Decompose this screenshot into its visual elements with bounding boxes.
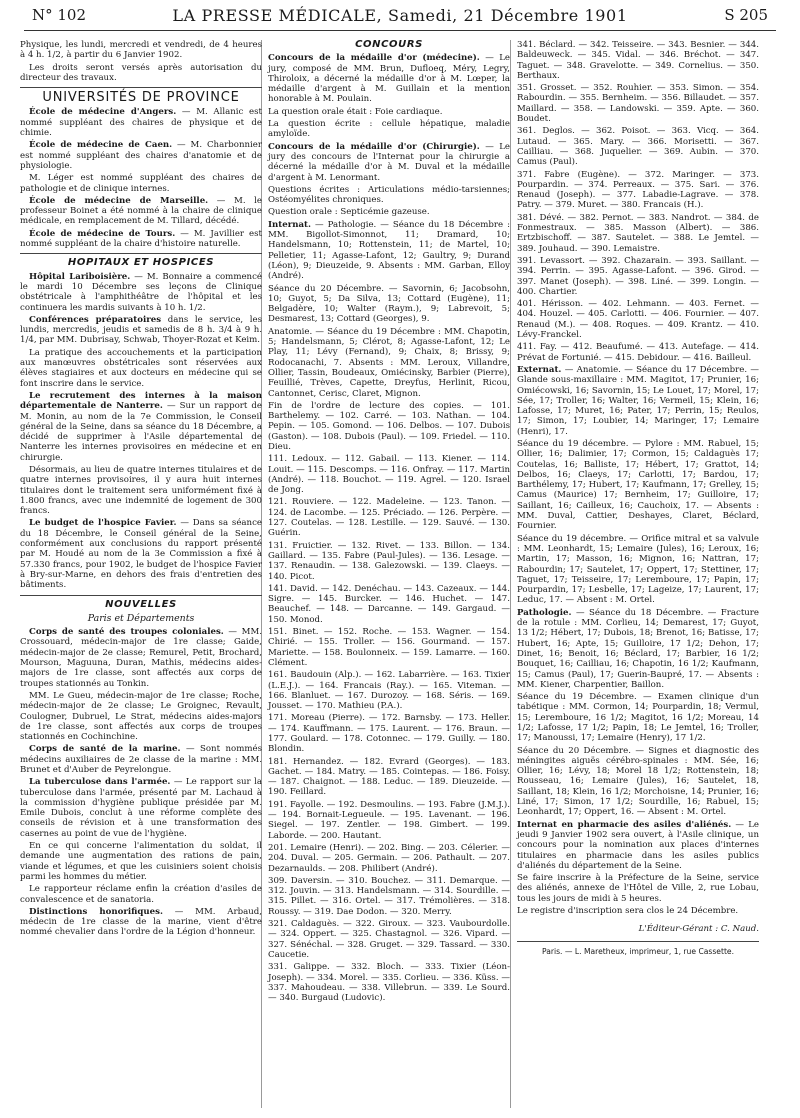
printer-imprint: Paris. — L. Maretheux, imprimeur, 1, rue Cassette. — [517, 941, 759, 957]
article-text: Séance du 19 décembre. — Pylore : MM. Rabuel, 15; Ollier, 16; Dalimier, 17; Cormon, 15; Caldaguès 17; Coutelas, 16; Balliste, 17; Hébert, 17; Grattot, 14; Delbos, 16; Claeys, 17; Carlotti, 17; Bardou, 17; Barthélemy, 17; Hubert, 17; Kaufmann, 17; Grelley, 15; Camus (Maurice) 17; Bernheim, 17; Guilloire, 17; Saillant, 16; Cailleux, 16; Cauchoix, 17. — Absents : MM. Duval, Cattier, Deshayes, Claret, Béclard, Fournier. — [517, 438, 759, 532]
article-text: Fin de l'ordre de lecture des copies. — 101. Barthelemy. — 102. Carré. — 103. Nathan. — 104. Pepin. — 105. Gomond. — 106. Delbos. — 107. Dubois (Gaston). — 108. Dubois (Paul). — 109. Friedel. — 110. Dieu. — [268, 400, 510, 452]
article-lead: Corps de santé de la marine. — [29, 744, 181, 755]
article-paragraph — [20, 229, 262, 250]
column-2 — [268, 40, 510, 1005]
article-lead: Le budget de l'hospice Favier. — [29, 518, 177, 529]
article-text: En ce qui concerne l'alimentation du soldat, il demande une augmentation des rations de pain, viande et légumes, et que les cuisiniers soient choisis parmi les hommes du métier. — [20, 841, 262, 882]
article-paragraph — [517, 365, 759, 437]
article-text: — Le jury des concours de l'Internat pour la chirurgie a décerné la médaille d'or à M. Duval et la médaille d'argent à M. Lenormant. — [268, 141, 510, 183]
article-lead: Internat en pharmacie des asiles d'aliénés. — [517, 819, 732, 830]
article-paragraph — [517, 342, 759, 363]
article-text: — Sont nommés médecins auxiliaires de 2e classe de la marine : MM. Brunet et d'Auber de Peyrelongue. — [20, 744, 262, 775]
article-lead: Pathologie. — [517, 607, 572, 618]
article-text: Se faire inscrire à la Préfecture de la Seine, service des aliénés, annexe de l'Hôtel de Ville, 2, rue Lobau, tous les jours de midi à 5 heures. — [517, 873, 759, 904]
article-paragraph — [20, 315, 262, 346]
article-lead: Hôpital Lariboisière. — [29, 271, 131, 282]
article-paragraph — [20, 140, 262, 171]
article-text: 351. Grosset. — 352. Rouhier. — 353. Simon. — 354. Rabourdin. — 355. Bernheim. — 356. Billaudet. — 357. Maillard. — 358. — Landowski. — 359. Apte. — 360. Boudet. — [517, 83, 759, 125]
article-lead: Concours de la médaille d'or (médecine). — [268, 53, 480, 64]
section-title-hopitaux: HOPITAUX ET HOSPICES — [67, 257, 215, 269]
article-text: Questions écrites : Articulations médio-tarsiennes; Ostéomyélites chroniques. — [268, 184, 510, 206]
article-paragraph — [268, 207, 510, 217]
article-paragraph — [20, 196, 262, 227]
article-paragraph — [268, 919, 510, 960]
article-paragraph — [268, 401, 510, 452]
section-rule — [20, 253, 262, 254]
article-text: — M. Bonnaire a commencé le mardi 10 Décembre ses leçons de Clinique obstétricale à l'amphithéâtre de l'hôpital et les continuera les mardis suivants à 10 h. 1/2. — [20, 271, 262, 313]
article-paragraph — [20, 465, 262, 516]
article-paragraph — [268, 800, 510, 841]
article-paragraph — [517, 692, 759, 743]
article-paragraph — [268, 53, 510, 104]
article-paragraph — [517, 873, 759, 904]
article-lead: Externat. — [517, 364, 562, 375]
article-paragraph — [268, 284, 510, 325]
section-title-nouvelles: NOUVELLES — [105, 598, 177, 610]
article-paragraph — [20, 691, 262, 742]
article-lead: Le recrutement des internes à la maison départementale de Nanterre. — [20, 390, 262, 412]
article-paragraph — [517, 608, 759, 690]
article-paragraph — [20, 348, 262, 389]
article-text: M. Léger est nommé suppléant des chaires de pathologie et de clinique internes. — [20, 173, 262, 194]
journal-title: LA PRESSE MÉDICALE, Samedi, 21 Décembre 1901 — [172, 6, 628, 25]
article-text: 161. Baudouin (Alp.). — 162. Labarrière. — 163. Tixier (L.E.J.). — 164. Francais (Ray.). — 165. Viteman. — 166. Blanluet. — 167. Durozoy. — 168. Séris. — 169. Jousset. — 170. Mathieu (P.A.). — [268, 670, 510, 712]
article-paragraph — [268, 627, 510, 668]
article-text: 401. Hérisson. — 402. Lehmann. — 403. Fernet. — 404. Houzel. — 405. Carlotti. — 406. Fournier. — 407. Renaud (M.). — 408. Roques. — 409. Krantz. — 410. Lévy-Franckel. — [517, 299, 759, 341]
article-lead: Corps de santé des troupes coloniales. — [29, 627, 224, 638]
article-text: Séance du 20 Décembre. — Signes et diagnostic des méningites aiguës cérébro-spinales : MM. Sée, 16; Ollier, 16; Lévy, 18; Morel 18 1/2; Rottenstein, 18; Rousseau, 16; Lemaire (Jules), 16; Sautelet, 18, Saillant, 18; Klein, 16 1/2; Morchoisne, 14; Prunier, 16; Liné, 17; Simon, 17 1/2; Sourdille, 16; Rabuel, 15; Leonhardt, 17; Oppert, 16. — Absent : M. Ortel. — [517, 745, 759, 818]
nouvelles-subtitle: Paris et Départements — [87, 612, 195, 624]
article-text: — M. Charbonnier est nommé suppléant des chaires d'anatomie et de physiologie. — [20, 140, 262, 171]
article-paragraph — [20, 744, 262, 775]
section-title-concours: CONCOURS — [355, 39, 423, 50]
column-1 — [20, 40, 262, 940]
article-text: — Dans sa séance du 18 Décembre, le Conseil général de la Seine, conformément aux conclusions du rapport présenté par M. Houdé au nom de la 3e Commission a fixé à 57.330 francs, pour 1902, le budget de l'hospice Favier à Bry-sur-Marne, en dehors des frais d'entretien des bâtiments. — [20, 518, 262, 591]
article-text: Désormais, au lieu de quatre internes titulaires et de quatre internes provisoires, il y aura huit internes titulaires dont le traitement sera uniformément fixé à 1.800 francs, avec une indemnité de logement de 300 francs. — [20, 464, 262, 517]
article-paragraph — [517, 170, 759, 211]
article-text: Séance du 19 Décembre. — Examen clinique d'un tabétique : MM. Cormon, 14; Pourpardin, 18; Vermul, 15; Leremboure, 16 1/2; Magitot, 16 1/2; Moreau, 14 1/2; Lafosse, 17 1/2; Papin, 18; Le Jemtel, 16; Troller, 17; Manoussi, 17; Lemaire (Henry), 17 1/2. — [517, 692, 759, 744]
article-lead: Concours de la médaille d'or (Chirurgie). — [268, 141, 480, 152]
concours-list — [268, 53, 510, 1003]
intro-paragraph: Les droits seront versés après autorisation du directeur des travaux. — [20, 62, 262, 83]
article-lead: Distinctions honorifiques. — [29, 906, 163, 917]
article-text: — MM. Arbaud, médecin de 1re classe de la marine, vient d'être nommé chevalier dans l'ordre de la Légion d'honneur. — [20, 906, 263, 938]
article-paragraph — [268, 843, 510, 874]
article-text: 191. Fayolle. — 192. Desmoulins. — 193. Fabre (J.M.J.). — 194. Bornait-Legueule. — 195. Lavenant. — 196. Siegel. — 197. Zentler. — 198. Gimbert. — 199. Laborde. — 200. Hautant. — [268, 799, 510, 841]
article-text: — MM. Crossouard, médecin-major de 1re classe; Gaide, médecin-major de 2e classe; Remurel, Petit, Brochard, Mourson, Maguuna, Duran, Mathis, médecins aides-majors de 1re classe, sont affectés aux corps de troupes stationnés au Tonkin. — [20, 627, 263, 689]
article-text: — Le jeudi 9 Janvier 1902 sera ouvert, à l'Asile clinique, un concours pour la nomination aux places d'internes titulaires en pharmacie dans les asiles publics d'aliénés du département de la Seine. — [517, 819, 760, 871]
article-paragraph — [20, 173, 262, 194]
article-text: 341. Béclard. — 342. Teisseire. — 343. Besnier. — 344. Baldeuweck. — 345. Vidal. — 346. Bréchot. — 347. Taguet. — 348. Gravelotte. — 349. Cornelius. — 350. Berthaux. — [517, 40, 759, 81]
article-text: 131. Fruictier. — 132. Rivet. — 133. Billon. — 134. Gaillard. — 135. Fabre (Paul-Jules). — 136. Lesage. — 137. Renaudin. — 138. Galezowski. — 139. Claeys. — 140. Picot. — [268, 540, 510, 582]
article-paragraph — [517, 126, 759, 167]
article-text: Question orale : Septicémie gazeuse. — [268, 207, 430, 218]
article-paragraph — [268, 584, 510, 625]
article-paragraph — [517, 534, 759, 606]
article-paragraph — [517, 83, 759, 124]
section-rule — [20, 595, 262, 596]
article-paragraph — [20, 391, 262, 463]
article-text: 361. Deglos. — 362. Poisot. — 363. Vicq. — 364. Lutaud. — 365. Mary. — 366. Morisetti. — 367. Cailliau. — 368. Juquelier. — 369. Aubin. — 370. Camus (Paul). — [517, 126, 759, 168]
article-text: — Anatomie. — Séance du 17 Décembre. — Glande sous-maxillaire : MM. Magitot, 17; Prunier, 16; Omiécowski, 16; Savornin, 15; Le Louet, 17; Morel, 17; Sée, 17; Troller, 16; Walter, 16; Vermeil, 15; Klein, 16; Lafosse, 17; Muret, 16; Pater, 17; Perrin, 15; Reulos, 17; Simon, 17; Loubier, 14; Maringer, 17; Lemaire (Henri), 17. — [517, 364, 759, 437]
article-text: La question écrite : cellule hépatique, maladie amyloïde. — [268, 119, 510, 140]
article-text: — M. Javillier est nommé suppléant de la chaire d'histoire naturelle. — [20, 228, 262, 250]
article-text: — Le jury, composé de MM. Brun, Dufloeq, Méry, Legry, Thiroloix, a décerné la médaille d'or à M. Lœper, la médaille d'argent à M. Guillain et la mention honorable à M. Poulain. — [268, 53, 511, 105]
article-paragraph — [268, 185, 510, 206]
article-text: — Le rapport sur la tuberculose dans l'armée, présenté par M. Lachaud à la commission d'hygiène publique présidée par M. Emile Dubois, conclut à une réforme complète des conseils de révision et à une transformation des casernes au point de vue de l'hygiène. — [20, 777, 262, 839]
article-text: 381. Dévé. — 382. Pernot. — 383. Nandrot. — 384. de Fonmestraux. — 385. Masson (Albert). — 386. Ertzbischoff. — 387. Sautelet. — 388. Le Jemtel. — 389. Jouhaud. — 390. Lemaistre. — [517, 212, 759, 254]
article-text: 141. David. — 142. Denéchau. — 143. Cazeaux. — 144. Sigre. — 145. Burcker. — 146. Huchet. — 147. Beauchef. — 148. — Darcanne. — 149. Gargaud. — 150. Monod. — [268, 583, 510, 625]
article-paragraph — [268, 220, 510, 282]
article-lead: École de médecine de Caen. — [29, 140, 173, 151]
article-paragraph — [20, 841, 262, 882]
article-text: Le rapporteur réclame enfin la création d'asiles de convalescence et de sanatoria. — [20, 884, 262, 905]
article-paragraph — [268, 119, 510, 140]
article-paragraph — [268, 541, 510, 582]
article-text: — Séance du 18 Décembre. — Fracture de la rotule : MM. Corlieu, 14; Demarest, 17; Guyot, 13 1/2; Hébert, 17; Dubois, 18; Brenot, 16; Batisse, 17; Hubert, 16; Apte, 15; Guilloire, 17 1/2; Dehon, 17; Dinet, 16; Benoit, 16; Béclard, 17; Barbier, 16 1/2; Bouquet, 16; Cailliau, 16; Chapotin, 16 1/2; Kaufmann, 15; Camus (Paul), 17; Guerin-Baupré, 17. — Absents : MM. Kiener, Charpentier, Baillon. — [517, 607, 759, 690]
article-paragraph — [20, 107, 262, 138]
article-text: 151. Binet. — 152. Roche. — 153. Wagner. — 154. Chirié. — 155. Troller. — 156. Gourmand. — 157. Mariette. — 158. Boulonneix. — 159. Lamarre. — 160. Clément. — [268, 627, 510, 668]
article-text: La question orale était : Foie cardiaque. — [268, 106, 443, 117]
article-paragraph — [517, 906, 759, 916]
article-text: — M. le professeur Boinet a été nommé à la chaire de clinique médicale, en remplacement de M. Tillard, décédé. — [20, 195, 263, 227]
article-text: dans le service, les lundis, mercredis, jeudis et samedis de 8 h. 3/4 à 9 h. 1/4, par MM. Dubrisay, Schwab, Thoyer-Rozat et Keim. — [20, 314, 262, 346]
section-title-universites: UNIVERSITÉS DE PROVINCE — [42, 90, 240, 106]
article-lead: Internat. — [268, 219, 312, 230]
article-paragraph — [20, 272, 262, 313]
article-text: — M. Allanic est nommé suppléant des chaires de physique et de chimie. — [20, 107, 262, 139]
header-rule — [24, 30, 776, 31]
article-paragraph — [268, 107, 510, 117]
issue-number: N° 102 — [32, 6, 87, 24]
section-rule — [20, 87, 262, 88]
article-paragraph — [517, 820, 759, 871]
article-text: MM. Le Gueu, médecin-major de 1re classe; Roche, médecin-major de 2e classe; Le Groignec, Revault, Coulogner, Dubruel, Le Strat, médecins aides-majors de 1re classe, sont affectés aux corps de troupes stationnés en Cochinchine. — [20, 690, 262, 743]
article-paragraph — [268, 454, 510, 495]
article-lead: Conférences préparatoires — [29, 314, 162, 325]
article-text: 321. Caldaguès. — 322. Giroux. — 323. Vaubourdolle. — 324. Oppert. — 325. Chastagnol. — 326. Vipard. — 327. Sénéchal. — 328. Gruget. — 329. Tassard. — 330. Caucetie. — [268, 919, 510, 960]
article-text: — Sur un rapport de M. Monin, au nom de la 7e Commission, le Conseil général de la Seine, dans sa séance du 18 Décembre, a décidé de supprimer à l'Asile départemental de Nanterre les internes provisoires en médecine et en chirurgie. — [20, 401, 262, 463]
article-text: 411. Fay. — 412. Beaufumé. — 413. Autefage. — 414. Prévat de Fortunié. — 415. Debidour. — 416. Bailleul. — [517, 342, 759, 363]
column-divider — [510, 40, 511, 1108]
article-paragraph — [20, 907, 262, 938]
article-text: Séance du 19 décembre. — Orifice mitral et sa valvule : MM. Leonhardt, 15; Lemaire (Jules), 16; Leroux, 16; Martin, 17; Masson, 16; Mignon, 16; Nattran, 17; Rabourdin; 17; Sautelet, 17; Oppert, 17; Stettiner, 17; Taguet, 17; Teisseire, 17; Leremboure, 17; Papin, 17; Pourpardin, 17; Lesbelle, 17; Lageize, 17; Laurent, 17; Leduc, 17. — Absent : M. Ortel. — [517, 533, 759, 606]
article-lead: École de médecine d'Angers. — [29, 107, 177, 118]
article-paragraph — [20, 518, 262, 590]
article-text: 309. Daversin. — 310. Bouchez. — 311. Demarque. — 312. Jouvin. — 313. Handelsmann. — 314. Sourdille. — 315. Pillet. — 316. Ortel. — 317. Trémolières. — 318. Roussy. — 319. Dae Dodon. — 320. Merry. — [268, 875, 510, 917]
article-paragraph — [20, 627, 262, 689]
article-paragraph — [268, 497, 510, 538]
article-paragraph — [268, 142, 510, 183]
article-text: Séance du 20 Décembre. — Savornin, 6; Jacobsohn, 10; Guyot, 5; Da Silva, 13; Cottard (Eugène), 11; Belgadère, 10; Walter (Raym.), 9; Labrevoit, 5; Desmarest, 13; Cottard (Georges), 9. — [268, 283, 510, 325]
externat-list — [517, 40, 759, 916]
article-paragraph — [20, 777, 262, 839]
article-paragraph — [517, 256, 759, 297]
article-paragraph — [517, 746, 759, 818]
article-text: 181. Hernandez. — 182. Evrard (Georges). — 183. Gachet. — 184. Matry. — 185. Cointepas. — 186. Foisy. — 187. Chaignot. — 188. Leduc. — 189. Dieuzeide. — 190. Feillard. — [268, 756, 510, 798]
article-text: 201. Lemaire (Henri). — 202. Bing. — 203. Célerier. — 204. Duval. — 205. Germain. — 206. Pathault. — 207. Dezarnaulds. — 208. Philibert (André). — [268, 842, 510, 874]
hopitaux-list — [20, 272, 262, 591]
article-text: 371. Fabre (Eugène). — 372. Maringer. — 373. Pourpardin. — 374. Perreaux. — 375. Sari. — 376. Renaud (Joseph). — 377. Labadie-Lagrave. — 378. Patry. — 379. Muret. — 380. Francais (H.). — [517, 169, 759, 211]
article-text: Anatomie. — Séance du 19 Décembre : MM. Chapotin, 5; Handelsmann, 5; Clérot, 8; Agasse-Lafont, 12; Le Play, 11; Lévy (Fernand), 9; Chaix, 8; Brissy, 9; Rodocanachi, 7. Absents : MM. Leroux, Villandre, Ollier, Tassin, Boudeaux, Omiécinsky, Barbier (Pierre), Feuillié, Trèves, Capette, Dreyfus, Herlinit, Ricou, Cantonnet, Cerisc, Claret, Mignon. — [268, 326, 510, 399]
article-paragraph — [268, 757, 510, 798]
article-text: 111. Ledoux. — 112. Gabail. — 113. Kiener. — 114. Louit. — 115. Descomps. — 116. Onfray. — 117. Martin (André). — 118. Bouchot. — 119. Agrel. — 120. Israel de Jong. — [268, 454, 510, 496]
article-text: La pratique des accouchements et la participation aux manœuvres obstétricales sont réservées aux élèves stagiaires et aux docteurs en médecine qui se font inscrire dans le service. — [20, 347, 262, 389]
article-lead: École de médecine de Tours. — [29, 228, 176, 239]
intro-paragraph: Physique, les lundi, mercredi et vendredi, de 4 heures à 4 h. 1/2, à partir du 6 Janvier 1902. — [20, 40, 262, 61]
article-text: 171. Moreau (Pierre). — 172. Barnsby. — 173. Heller. — 174. Kauffmann. — 175. Laurent. — 176. Braun. — 177. Goulard. — 178. Cotonnec. — 179. Guilly. — 180. Blondin. — [268, 713, 510, 755]
page-header — [24, 6, 776, 28]
article-text: 121. Rouviere. — 122. Madeleine. — 123. Tanon. — 124. de Lacombe. — 125. Préciado. — 126. Perpère. — 127. Coutelas. — 128. Lestille. — 129. Sauvé. — 130. Guérin. — [268, 497, 510, 539]
universites-list — [20, 107, 262, 249]
editor-signature: L'Éditeur-Gérant : C. Naud. — [638, 924, 759, 935]
article-paragraph — [268, 713, 510, 754]
article-paragraph — [517, 299, 759, 340]
article-paragraph — [268, 327, 510, 399]
article-paragraph — [268, 670, 510, 711]
page-number: S 205 — [724, 6, 768, 24]
article-lead: École de médecine de Marseille. — [29, 195, 209, 206]
article-paragraph — [20, 884, 262, 905]
article-paragraph — [268, 876, 510, 917]
nouvelles-list — [20, 627, 262, 938]
article-text: 391. Levassort. — 392. Chazarain. — 393. Saillant. — 394. Perrin. — 395. Agasse-Lafont. — 396. Girod. — 397. Manet (Joseph). — 398. Liné. — 399. Longin. — 400. Chartier. — [517, 255, 759, 297]
article-text: 331. Galippe. — 332. Bloch. — 333. Tixier (Léon-Joseph). — 334. Morel. — 335. Corlieu. — 336. Küss. — 337. Mahoudeau. — 338. Villebrun. — 339. Le Sourd. — 340. Burgaud (Ludovic). — [268, 962, 510, 1004]
article-paragraph — [517, 40, 759, 81]
article-lead: La tuberculose dans l'armée. — [29, 777, 171, 788]
column-3 — [517, 40, 759, 957]
article-paragraph — [517, 439, 759, 532]
article-paragraph — [517, 213, 759, 254]
article-text: — Pathologie. — Séance du 18 Décembre : MM. Bigollot-Simonnot, 11; Dramard, 10; Handelsmann, 10; Rottenstein, 11; de Martel, 10; Pelletier, 11; Agasse-Lafont, 12; Gaultry, 9; Durand (Léon), 9; Dieuzeide, 9. Absents : MM. Garban, Elloy (André). — [268, 219, 510, 282]
article-paragraph — [268, 962, 510, 1003]
article-text: Le registre d'inscription sera clos le 24 Décembre. — [517, 906, 739, 917]
